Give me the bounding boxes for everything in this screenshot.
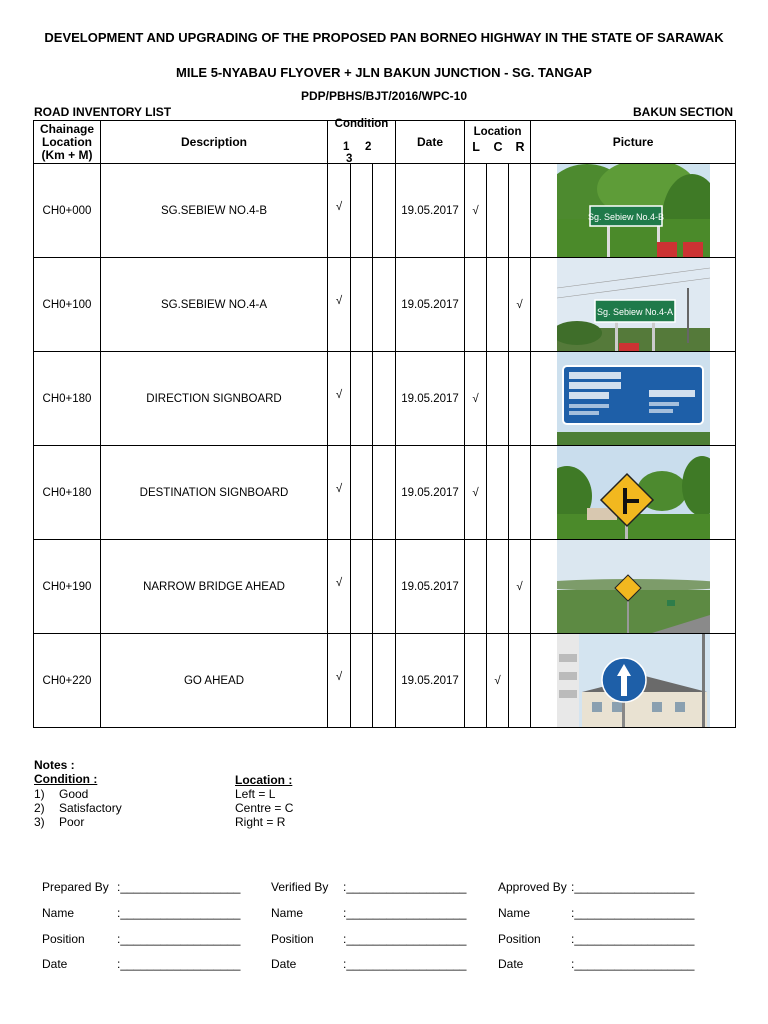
- signature-label-prepared-by: Prepared By: [42, 880, 109, 894]
- location-letter-c: C: [493, 140, 503, 154]
- header-condition: [328, 118, 396, 165]
- chainage-cell: CH0+220: [34, 634, 101, 728]
- header-chainage: Chainage Location (Km + M): [34, 121, 101, 164]
- list-title: ROAD INVENTORY LIST: [34, 105, 172, 119]
- chainage-cell: CH0+000: [34, 164, 101, 258]
- site-photo: [557, 393, 710, 405]
- condition-2-cell: [351, 164, 373, 258]
- condition-num-3-legend: 3): [34, 815, 45, 829]
- condition-label-satisfactory: Satisfactory: [59, 801, 122, 815]
- table-row: [34, 540, 736, 634]
- picture-cell: [531, 446, 736, 540]
- table-row: [34, 164, 736, 258]
- location-l-cell: √: [465, 164, 487, 258]
- description-cell: DIRECTION SIGNBOARD: [101, 352, 328, 446]
- location-c-cell: [487, 164, 509, 258]
- description-cell: NARROW BRIDGE AHEAD: [101, 540, 328, 634]
- site-photo: [557, 487, 710, 499]
- location-letter-l: L: [472, 140, 480, 154]
- condition-3-cell: [373, 446, 396, 540]
- location-legend-right: Right = R: [235, 815, 286, 829]
- table-row: [34, 352, 736, 446]
- location-title: Location: [473, 126, 522, 138]
- signature-line[interactable]: :__________________: [117, 932, 241, 946]
- description-cell: SG.SEBIEW NO.4-B: [101, 164, 328, 258]
- signature-line[interactable]: :__________________: [117, 880, 241, 894]
- document-title: DEVELOPMENT AND UPGRADING OF THE PROPOSED PAN BORNEO HIGHWAY IN THE STATE OF SARAWAK: [44, 30, 724, 45]
- signature-label-approved-by: Approved By: [498, 880, 567, 894]
- condition-label-poor: Poor: [59, 815, 85, 829]
- signature-label-name: Name: [271, 906, 304, 920]
- condition-num-1: 1: [343, 141, 350, 153]
- description-cell: SG.SEBIEW NO.4-A: [101, 258, 328, 352]
- section-name: BAKUN SECTION: [632, 105, 733, 119]
- condition-legend-title: Condition :: [34, 772, 98, 786]
- description-cell: GO AHEAD: [101, 634, 328, 728]
- site-photo: [557, 205, 710, 222]
- signature-label-position: Position: [498, 932, 541, 946]
- condition-2-cell: [351, 540, 373, 634]
- location-legend-title: Location :: [235, 773, 293, 787]
- chainage-cell: CH0+180: [34, 446, 101, 540]
- signature-line[interactable]: :__________________: [343, 906, 467, 920]
- location-r-cell: [509, 446, 531, 540]
- location-l-cell: [465, 258, 487, 352]
- signature-line[interactable]: :__________________: [571, 957, 695, 971]
- signature-line[interactable]: :__________________: [571, 906, 695, 920]
- condition-2-cell: [351, 446, 373, 540]
- table-row: [34, 634, 736, 728]
- picture-cell: [531, 164, 736, 258]
- picture-cell: [531, 352, 736, 446]
- site-photo: [557, 675, 710, 687]
- site-photo: [557, 581, 710, 593]
- signature-label-verified-by: Verified By: [271, 880, 329, 894]
- signature-label-name: Name: [42, 906, 75, 920]
- location-legend-left: Left = L: [235, 787, 276, 801]
- condition-num-2-legend: 2): [34, 801, 45, 815]
- location-r-cell: [509, 634, 531, 728]
- location-l-cell: [465, 634, 487, 728]
- signature-line[interactable]: :__________________: [117, 957, 241, 971]
- picture-cell: [531, 634, 736, 728]
- location-legend-centre: Centre = C: [235, 801, 294, 815]
- chainage-cell: CH0+180: [34, 352, 101, 446]
- document-subtitle: MILE 5-NYABAU FLYOVER + JLN BAKUN JUNCTION - SG. TANGAP: [176, 65, 592, 80]
- date-cell: 19.05.2017: [396, 446, 465, 540]
- location-c-cell: [487, 258, 509, 352]
- condition-2-cell: [351, 352, 373, 446]
- signature-label-position: Position: [271, 932, 314, 946]
- notes-title: Notes :: [34, 758, 75, 772]
- signature-label-position: Position: [42, 932, 85, 946]
- condition-1-cell: √: [328, 634, 351, 728]
- location-c-cell: [487, 446, 509, 540]
- date-cell: 19.05.2017: [396, 164, 465, 258]
- signature-label-date: Date: [498, 957, 524, 971]
- chainage-cell: CH0+100: [34, 258, 101, 352]
- condition-3-cell: [373, 352, 396, 446]
- condition-1-cell: √: [328, 446, 351, 540]
- condition-1-cell: √: [328, 258, 351, 352]
- signature-line[interactable]: :__________________: [343, 932, 467, 946]
- signature-line[interactable]: :__________________: [343, 880, 467, 894]
- condition-1-cell: √: [328, 352, 351, 446]
- location-r-cell: [509, 352, 531, 446]
- condition-title: Condition: [334, 118, 389, 130]
- location-c-cell: [487, 352, 509, 446]
- signature-line[interactable]: :__________________: [571, 880, 695, 894]
- svg-text:Sg. Sebiew No.4-A: Sg. Sebiew No.4-A: [596, 307, 673, 317]
- picture-cell: [531, 540, 736, 634]
- signature-label-name: Name: [498, 906, 531, 920]
- header-description: Description: [101, 121, 328, 164]
- condition-3-cell: [373, 540, 396, 634]
- svg-text:Sg. Sebiew No.4-B: Sg. Sebiew No.4-B: [587, 212, 664, 222]
- site-photo: [557, 299, 710, 317]
- condition-3-cell: [373, 164, 396, 258]
- road-inventory-table: [33, 120, 736, 728]
- table-row: [34, 446, 736, 540]
- condition-3-cell: [373, 258, 396, 352]
- location-c-cell: √: [487, 634, 509, 728]
- signature-label-date: Date: [42, 957, 68, 971]
- location-r-cell: √: [509, 540, 531, 634]
- header-picture: Picture: [531, 121, 736, 164]
- condition-2-cell: [351, 634, 373, 728]
- condition-num-3: 3: [346, 153, 353, 165]
- location-r-cell: √: [509, 258, 531, 352]
- condition-1-cell: √: [328, 540, 351, 634]
- chainage-cell: CH0+190: [34, 540, 101, 634]
- location-r-cell: [509, 164, 531, 258]
- location-l-cell: [465, 540, 487, 634]
- signature-line[interactable]: :__________________: [343, 957, 467, 971]
- condition-num-1-legend: 1): [34, 787, 45, 801]
- signature-label-date: Date: [271, 957, 297, 971]
- location-l-cell: √: [465, 446, 487, 540]
- header-location: [465, 121, 531, 164]
- date-cell: 19.05.2017: [396, 352, 465, 446]
- condition-3-cell: [373, 634, 396, 728]
- reference-number: PDP/PBHS/BJT/2016/WPC-10: [300, 89, 468, 103]
- signature-line[interactable]: :__________________: [571, 932, 695, 946]
- header-date: Date: [396, 121, 465, 164]
- condition-label-good: Good: [59, 787, 89, 801]
- table-row: [34, 258, 736, 352]
- condition-2-cell: [351, 258, 373, 352]
- picture-cell: [531, 258, 736, 352]
- location-l-cell: √: [465, 352, 487, 446]
- location-letter-r: R: [515, 140, 525, 154]
- condition-1-cell: √: [328, 164, 351, 258]
- signature-line[interactable]: :__________________: [117, 906, 241, 920]
- location-c-cell: [487, 540, 509, 634]
- date-cell: 19.05.2017: [396, 634, 465, 728]
- date-cell: 19.05.2017: [396, 540, 465, 634]
- condition-num-2: 2: [365, 141, 372, 153]
- description-cell: DESTINATION SIGNBOARD: [101, 446, 328, 540]
- date-cell: 19.05.2017: [396, 258, 465, 352]
